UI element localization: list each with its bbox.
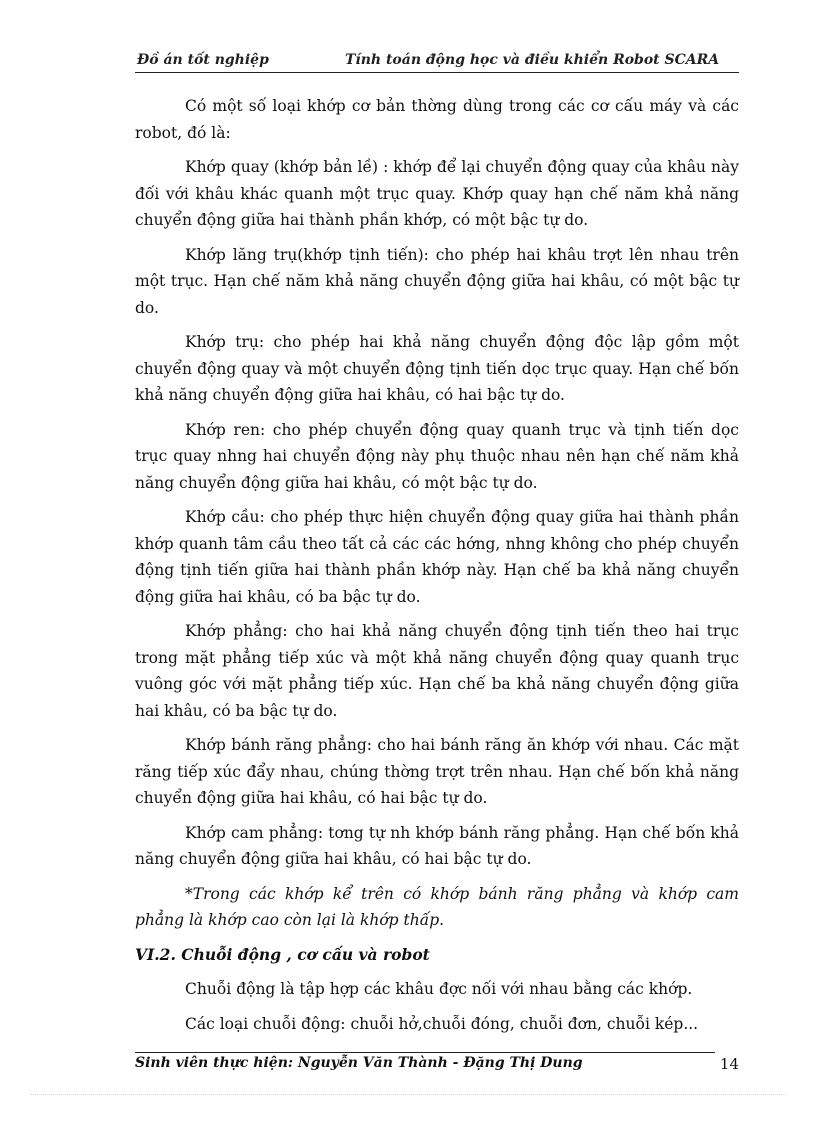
section-heading: VI.2. Chuỗi động , cơ cấu và robot: [135, 944, 430, 964]
page-body: [135, 93, 739, 1045]
page-footer: [135, 1055, 739, 1075]
paragraph: Khớp phẳng: cho hai khả năng chuyển động tịnh tiến theo hai trục trong mặt phẳng tiếp xúc và một khả năng chuyển động quay quanh trục vuông góc với mặt phẳng tiếp xúc. Hạn chế ba khả năng chuyển động giữa hai khâu, có ba bậc tự do.: [135, 622, 739, 720]
page-edge-divider: [30, 1094, 786, 1095]
paragraph: Khớp trụ: cho phép hai khả năng chuyển động độc lập gồm một chuyển động quay và một chuyển động tịnh tiến dọc trục quay. Hạn chế bốn khả năng chuyển động giữa hai khâu, có hai bậc tự do.: [135, 333, 739, 404]
header-thesis-label: Đồ án tốt nghiệp: [137, 52, 269, 68]
paragraph: Khớp bánh răng phẳng: cho hai bánh răng ăn khớp với nhau. Các mặt răng tiếp xúc đẩy nhau, chúng thờng trợt trên nhau. Hạn chế bốn khả năng chuyển động giữa hai khâu, có hai bậc tự do.: [135, 736, 739, 807]
paragraph: Các loại chuỗi động: chuỗi hở,chuỗi đóng, chuỗi đơn, chuỗi kép...: [185, 1014, 699, 1033]
note-paragraph: *Trong các khớp kể trên có khớp bánh răng phẳng và khớp cam phẳng là khớp cao còn lại là khớp thấp.: [135, 884, 739, 929]
footer-student-names: Sinh viên thực hiện: Nguyễn Văn Thành - Đặng Thị Dung: [135, 1055, 583, 1071]
page-number: 14: [719, 1055, 739, 1073]
paragraph: Chuỗi động là tập hợp các khâu đợc nối với nhau bằng các khớp.: [185, 980, 693, 998]
page-header: [135, 50, 739, 73]
paragraph: Khớp cầu: cho phép thực hiện chuyển động quay giữa hai thành phần khớp quanh tâm cầu theo tất cả các các hớng, nhng không cho phép chuyển động tịnh tiến giữa hai thành phần khớp này. Hạn chế ba khả năng chuyển động giữa hai khâu, có ba bậc tự do.: [135, 508, 739, 606]
header-thesis-title: Tính toán động học và điều khiển Robot SCARA: [345, 52, 720, 68]
paragraph: Khớp lăng trụ(khớp tịnh tiến): cho phép hai khâu trợt lên nhau trên một trục. Hạn chế năm khả năng chuyển động giữa hai khâu, có một bậc tự do.: [135, 245, 739, 317]
paragraph: Có một số loại khớp cơ bản thờng dùng trong các cơ cấu máy và các robot, đó là:: [135, 97, 739, 142]
paragraph: Khớp cam phẳng: tơng tự nh khớp bánh răng phẳng. Hạn chế bốn khả năng chuyển động giữa hai khâu, có hai bậc tự do.: [135, 823, 739, 868]
paragraph: Khớp ren: cho phép chuyển động quay quanh trục và tịnh tiến dọc trục quay nhng hai chuyển động này phụ thuộc nhau nên hạn chế năm khả năng chuyển động giữa hai khâu, có một bậc tự do.: [135, 420, 739, 492]
footer-divider: [135, 1052, 715, 1053]
paragraph: Khớp quay (khớp bản lề) : khớp để lại chuyển động quay của khâu này đối với khâu khác quanh một trục quay. Khớp quay hạn chế năm khả năng chuyển động giữa hai thành phần khớp, có một bậc tự do.: [135, 158, 739, 229]
